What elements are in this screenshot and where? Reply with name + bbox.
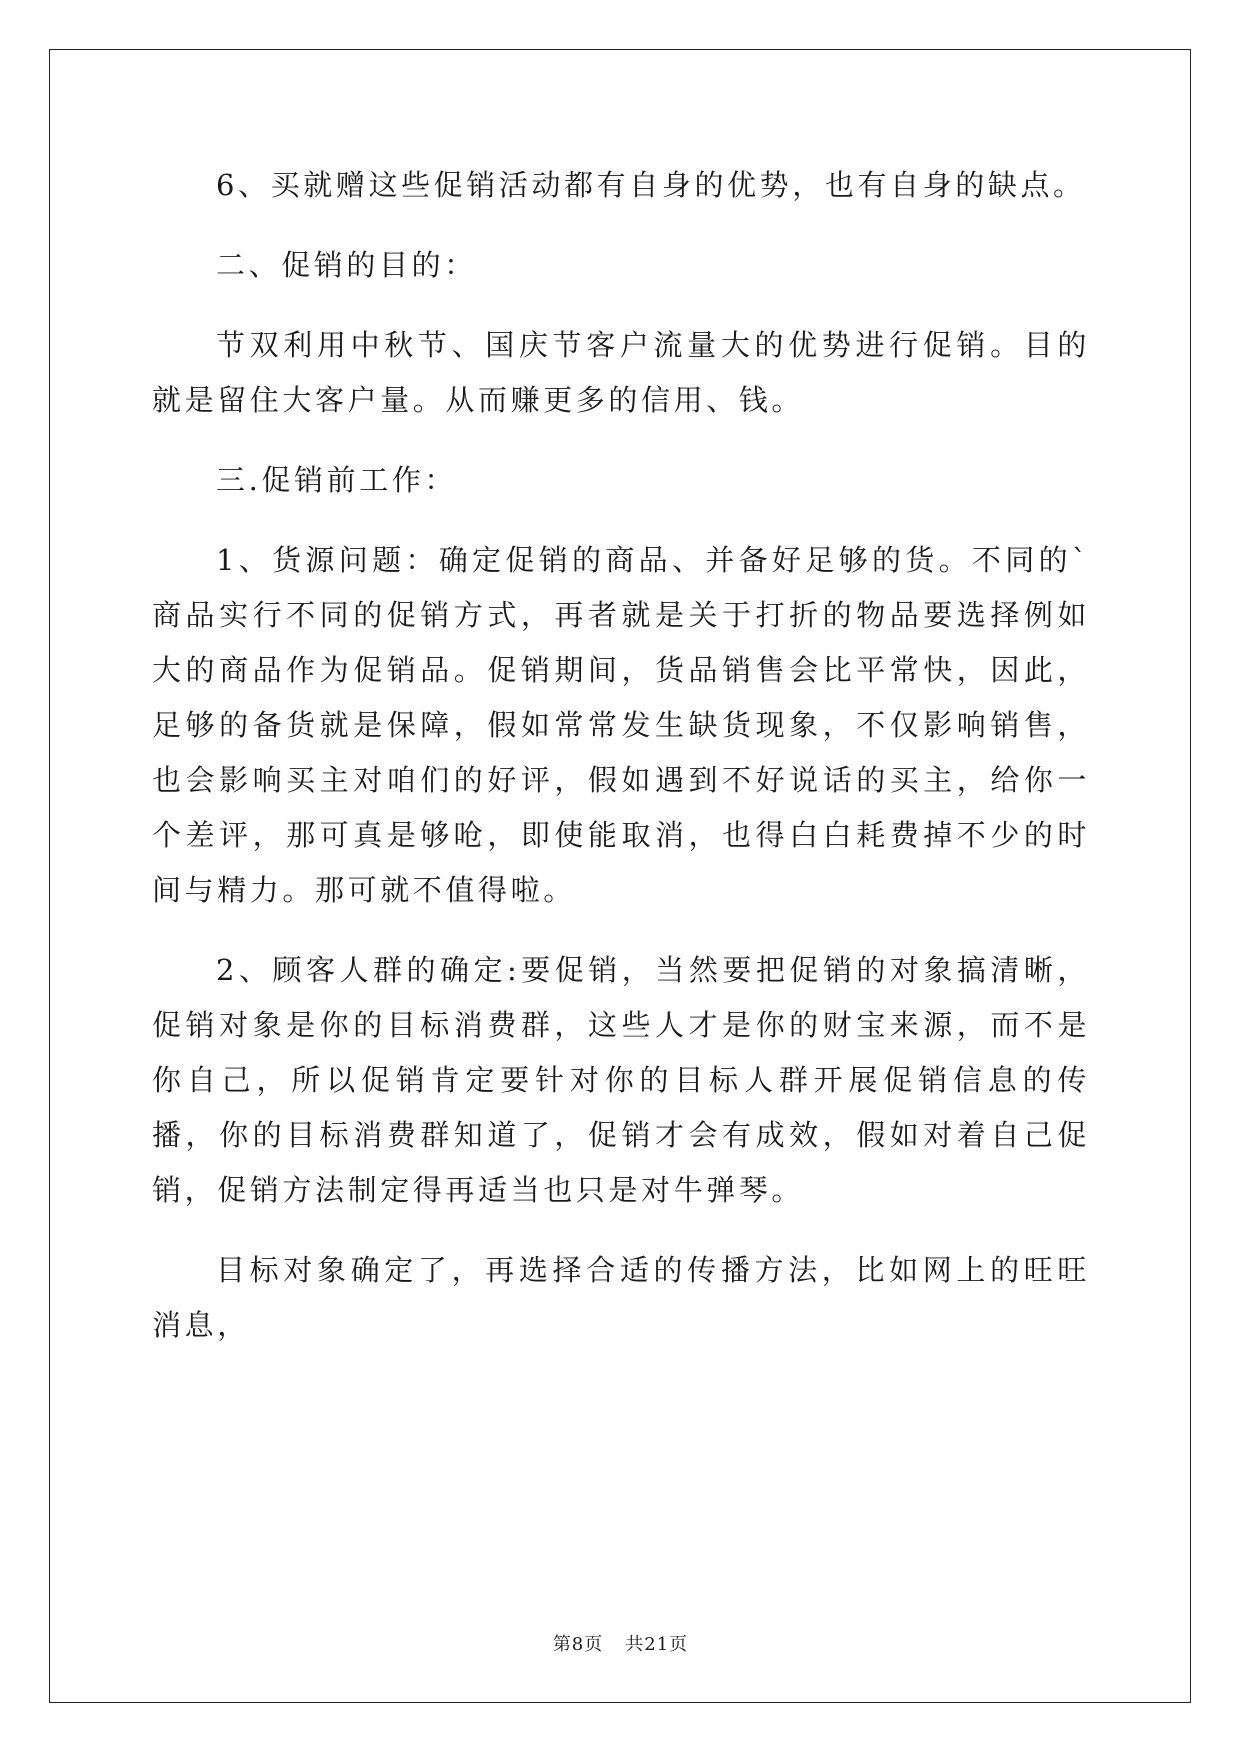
paragraph: 二、促销的目的： (216, 248, 477, 282)
paragraph: 三.促销前工作： (216, 463, 458, 497)
page-number: 第8页 (552, 1634, 604, 1655)
paragraph: 节双利用中秋节、国庆节客户流量大的优势进行促销。目的就是留住大客户量。从而赚更多的信用、钱。 (152, 328, 1090, 417)
paragraph: 1、货源问题：确定促销的商品、并备好足够的货。不同的`商品实行不同的促销方式，再者就是关于打折的物品要选择例如大的商品作为促销品。促销期间，货品销售会比平常快，因此，足够的备货就是保障，假如常常发生缺货现象，不仅影响销售，也会影响买主对咱们的好评，假如遇到不好说话的买主，给你一个差评，那可真是够呛，即使能取消，也得白白耗费掉不少的时间与精力。那可就不值得啦。 (152, 543, 1090, 907)
page-footer (0, 1630, 1241, 1656)
paragraph: 6、买就赠这些促销活动都有自身的优势，也有自身的缺点。 (216, 168, 1086, 202)
total-pages: 共21页 (625, 1634, 689, 1655)
paragraph: 2、顾客人群的确定:要促销，当然要把促销的对象搞清晰，促销对象是你的目标消费群，这些人才是你的财宝来源，而不是你自己，所以促销肯定要针对你的目标人群开展促销信息的传播，你的目标消费群知道了，促销才会有成效，假如对着自己促销，促销方法制定得再适当也只是对牛弹琴。 (152, 953, 1090, 1207)
document-body (152, 158, 1090, 1378)
paragraph: 目标对象确定了，再选择合适的传播方法，比如网上的旺旺消息， (152, 1253, 1090, 1342)
